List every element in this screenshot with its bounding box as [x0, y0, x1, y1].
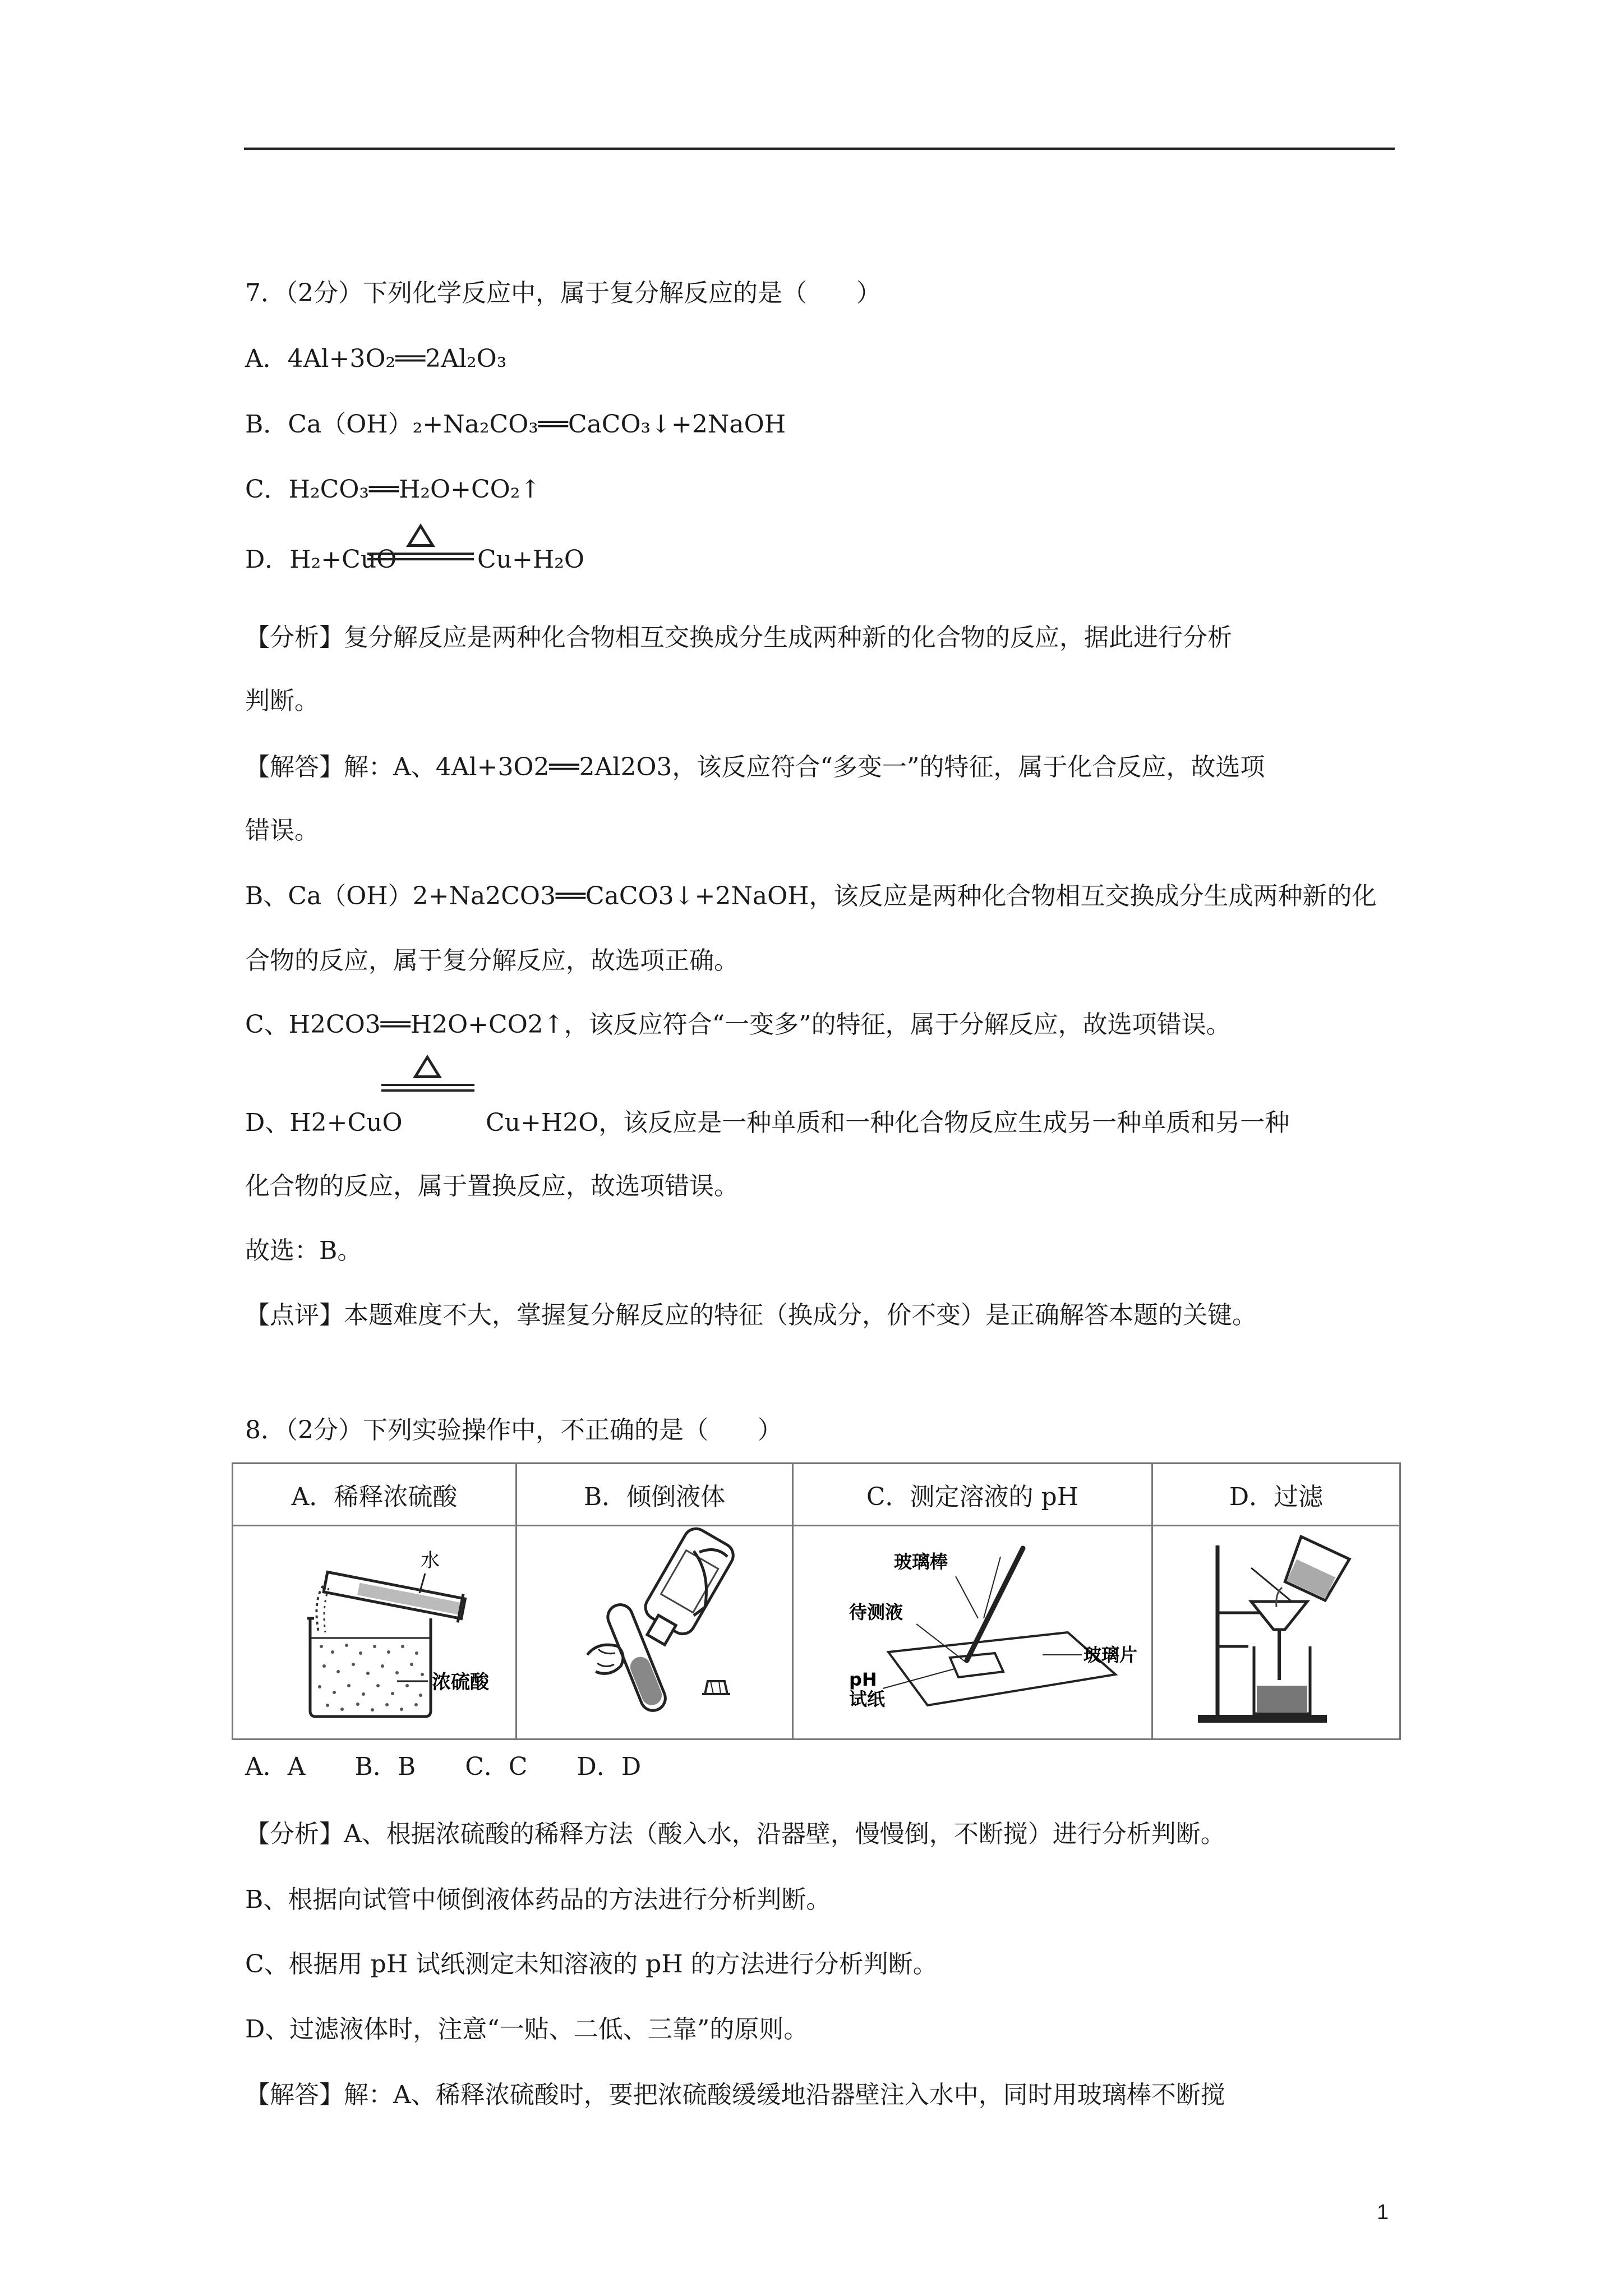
label-water: 水: [420, 1549, 440, 1572]
q7-answer-d-2: 化合物的反应，属于置换反应，故选项错误。: [245, 1172, 739, 1200]
q7-answer-a-2: 错误。: [245, 816, 319, 845]
q8-analysis-4: D、过滤液体时，注意“一贴、二低、三靠”的原则。: [245, 2015, 809, 2044]
q8-options: A．A B．B C．C D．D: [245, 1752, 642, 1781]
header-rule: [244, 148, 1395, 150]
q7-answer-d-right: Cu+H2O，该反应是一种单质和一种化合物反应生成另一种单质和另一种: [486, 1108, 1290, 1137]
q7-answer-b-2: 合物的反应，属于复分解反应，故选项正确。: [245, 946, 739, 975]
figure-c-cell: [793, 1526, 1152, 1740]
q8-analysis-2: B、根据向试管中倾倒液体药品的方法进行分析判断。: [245, 1885, 831, 1914]
q7-answer-b-1: B、Ca（OH）2+Na2CO3══CaCO3↓+2NaOH，该反应是两种化合物相互交换成分生成两种新的化: [245, 882, 1377, 910]
q7-comment: 【点评】本题难度不大，掌握复分解反应的特征（换成分，价不变）是正确解答本题的关键。: [245, 1301, 1257, 1329]
q7-analysis-1: 【分析】复分解反应是两种化合物相互交换成分生成两种新的化合物的反应，据此进行分析: [245, 623, 1232, 652]
q7-answer-c: C、H2CO3══H2O+CO2↑，该反应符合“一变多”的特征，属于分解反应，故选项错误。: [245, 1010, 1231, 1039]
q8-stem: 8．（2分）下列实验操作中，不正确的是（ ）: [245, 1416, 782, 1444]
label-concentrated-acid: 浓硫酸: [431, 1671, 489, 1694]
q7-option-c: C．H₂CO₃══H₂O+CO₂↑: [245, 475, 541, 504]
page-number: 1: [1377, 2201, 1389, 2224]
label-glass-plate: 玻璃片: [1083, 1644, 1138, 1665]
operations-table: [232, 1462, 1401, 1740]
label-glass-rod: 玻璃棒: [894, 1551, 948, 1572]
q7-stem: 7．（2分）下列化学反应中，属于复分解反应的是（ ）: [245, 279, 881, 307]
q7-analysis-2: 判断。: [245, 687, 319, 715]
filtration-illustration: [1175, 1534, 1377, 1731]
figure-b-cell: [517, 1526, 793, 1740]
q7-option-d-right: Cu+H₂O: [477, 545, 584, 574]
q8-analysis-1: 【分析】A、根据浓硫酸的稀释方法（酸入水，沿器壁，慢慢倒，不断搅）进行分析判断。: [245, 1820, 1225, 1848]
label-ph: pH: [849, 1669, 877, 1690]
q8-analysis-3: C、根据用 pH 试纸测定未知溶液的 pH 的方法进行分析判断。: [245, 1950, 938, 1978]
q7-option-d-left: D．H₂+CuO: [245, 545, 397, 574]
dilute-acid-illustration: [257, 1534, 492, 1731]
q7-option-b: B．Ca（OH）₂+Na₂CO₃══CaCO₃↓+2NaOH: [245, 410, 786, 439]
q7-answer-d-left: D、H2+CuO: [245, 1108, 403, 1137]
q8-answer-1: 【解答】解：A、稀释浓硫酸时，要把浓硫酸缓缓地沿器壁注入水中，同时用玻璃棒不断搅: [245, 2081, 1225, 2109]
label-test-solution: 待测液: [849, 1602, 903, 1623]
table-header-d: D．过滤: [1152, 1464, 1400, 1526]
table-header-c: C．测定溶液的 pH: [793, 1464, 1152, 1526]
q7-choice: 故选：B。: [245, 1236, 362, 1265]
table-header-b: B．倾倒液体: [517, 1464, 793, 1526]
figure-d-cell: [1152, 1526, 1400, 1740]
ph-test-illustration: [815, 1534, 1138, 1731]
q7-option-a: A．4Al+3O₂══2Al₂O₃: [245, 344, 507, 373]
figure-a-cell: [233, 1526, 517, 1740]
table-header-a: A．稀释浓硫酸: [233, 1464, 517, 1526]
label-test-paper: 试纸: [849, 1688, 886, 1710]
pour-liquid-illustration: [542, 1534, 767, 1731]
q7-answer-a-1: 【解答】解：A、4Al+3O2══2Al2O3，该反应符合“多变一”的特征，属于化合反应，故选项: [245, 753, 1265, 781]
